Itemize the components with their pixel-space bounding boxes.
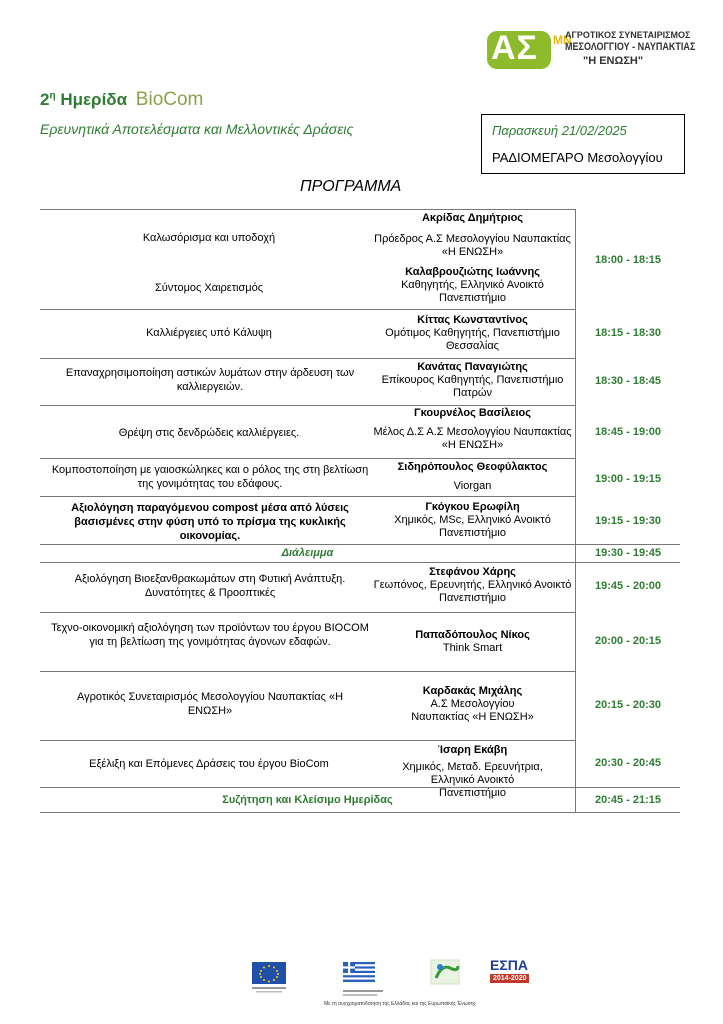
activity-title: Καλλιέργειες υπό Κάλυψη (146, 327, 272, 339)
speaker-role: Μέλος Δ.Σ Α.Σ Μεσολογγίου Ναυπακτίας «Η ΕΝΩΣΗ» (373, 426, 572, 451)
speaker-name: Γκουρνέλος Βασίλειος (414, 407, 531, 419)
speaker-info (370, 501, 575, 540)
cofunding-note: Με τη συγχρηματοδότηση της Ελλάδας και της Ευρωπαϊκής Ένωσης (324, 1001, 476, 1007)
speaker-role: Χημικός, Μεταδ. Ερευνήτρια, Ελληνικό Ανοικτό Πανεπιστήμιο (402, 761, 543, 799)
speaker-info (370, 461, 575, 493)
table-row (40, 497, 575, 544)
speaker-name: Γκόγκου Ερωφίλη (425, 501, 520, 513)
table-row (40, 741, 575, 799)
speaker-role: Α.Σ Μεσολογγίου Ναυπακτίας «Η ΕΝΩΣΗ» (411, 698, 534, 723)
activity-title: Τεχνο-οικονομική αξιολόγηση των προϊόντων του έργου BIOCOM για τη βελτίωση της γονιμότητας άγονων εδαφών. (51, 622, 369, 648)
speaker-info (370, 629, 575, 655)
date-venue-box (481, 114, 685, 174)
speaker-name: Παπαδόπουλος Νίκος (415, 629, 530, 641)
speaker-name: Σιδηρόπουλος Θεοφύλακτος (397, 461, 548, 473)
activity-title: Αγροτικός Συνεταιρισμός Μεσολογγίου Ναυπακτίας «Η ΕΝΩΣΗ» (76, 691, 344, 717)
table-row (40, 613, 575, 671)
logo-line-2: ΜΕΣΟΛΟΓΓΙΟΥ - ΝΑΥΠΑΚΤΙΑΣ (565, 41, 696, 53)
time-slot: 19:15 - 19:30 (594, 515, 662, 527)
time-slot: 20:45 - 21:15 (594, 794, 662, 806)
event-venue: ΡΑΔΙΟΜΕΓΑΡΟ Μεσολογγίου (492, 150, 663, 165)
activity-title: Αξιολόγηση παραγόμενου compost μέσα από λύσεις βασισμένες στην φύση υπό το πρίσμα της κυκλικής οικονομίας. (71, 502, 349, 542)
activity-title: Επαναχρησιμοποίηση αστικών λυμάτων στην άρδευση των καλλιεργειών. (65, 367, 355, 393)
time-slot: 20:15 - 20:30 (594, 699, 662, 711)
time-slot: 18:15 - 18:30 (594, 327, 662, 339)
cooperative-logo (487, 29, 696, 70)
table-row (40, 459, 575, 496)
speaker-info (370, 685, 575, 724)
speaker-role: Ομότιμος Καθηγητής, Πανεπιστήμιο Θεσσαλίας (385, 327, 560, 352)
time-slot: 20:30 - 20:45 (594, 757, 662, 769)
speaker-info (370, 361, 575, 400)
speaker-role: Καθηγητής, Ελληνικό Ανοικτό Πανεπιστήμιο (401, 279, 544, 304)
table-row (40, 406, 575, 458)
activity-title: Θρέψη στις δενδρώδεις καλλιέργειες. (118, 427, 300, 439)
break-label: Διάλειμμα (281, 547, 334, 559)
speaker-name: Ίσαρη Εκάβη (437, 744, 508, 756)
speaker-info (370, 266, 575, 305)
time-slot: 19:45 - 20:00 (594, 580, 662, 592)
speaker-info (370, 212, 575, 259)
biocom-logo: BioCom (135, 89, 204, 110)
table-divider (40, 812, 680, 813)
activity-title: Εξέλιξη και Επόμενες Δράσεις του έργου BioCom (89, 758, 329, 770)
time-slot: 18:00 - 18:15 (594, 254, 662, 266)
espa-logo: ΕΣΠΑ 2014-2020 (490, 957, 528, 982)
speaker-role: Think Smart (442, 642, 503, 654)
speaker-name: Στεφάνου Χάρης (429, 566, 516, 578)
speaker-info (370, 744, 575, 800)
logo-letters: ΑΣ (491, 29, 538, 67)
speaker-role: Πρόεδρος Α.Σ Μεσολογγίου Ναυπακτίας «Η ΕΝΩΣΗ» (374, 233, 571, 258)
activity-title: Σύντομος Χαιρετισμός (154, 282, 264, 294)
speaker-name: Κίττας Κωνσταντίνος (417, 314, 528, 326)
time-slot: 18:30 - 18:45 (594, 375, 662, 387)
time-slot: 20:00 - 20:15 (594, 635, 662, 647)
speaker-info (370, 314, 575, 353)
table-row (40, 310, 575, 358)
speaker-name: Καρδακάς Μιχάλης (422, 685, 523, 697)
speaker-info (370, 407, 575, 452)
activity-title: Αξιολόγηση Βιοεξανθρακωμάτων στη Φυτική Ανάπτυξη. Δυνατότητες & Προοπτικές (74, 573, 346, 599)
logo-side-letters: ΜΝ (553, 33, 572, 47)
region-logo-icon (430, 958, 462, 993)
table-row (40, 210, 575, 260)
speaker-role: Χημικός, MSc, Ελληνικό Ανοικτό Πανεπιστήμιο (394, 514, 551, 539)
table-column-divider (575, 209, 576, 812)
speaker-info (370, 566, 575, 605)
table-divider (40, 544, 680, 545)
speaker-name: Κανάτας Παναγιώτης (417, 361, 528, 373)
time-slot: 19:30 - 19:45 (594, 547, 662, 559)
activity-title: Καλωσόρισμα και υποδοχή (142, 232, 276, 244)
time-slot: 18:45 - 19:00 (594, 426, 662, 438)
speaker-name: Καλαβρουζιώτης Ιωάννης (405, 266, 540, 278)
event-subtitle: Ερευνητικά Αποτελέσματα και Μελλοντικές Δράσεις (40, 121, 354, 137)
speaker-role: Γεωπόνος, Ερευνητής, Ελληνικό Ανοικτό Πανεπιστήμιο (373, 579, 572, 604)
table-row (40, 563, 575, 612)
activity-title: Κομποστοποίηση με γαιοσκώληκες και ο ρόλος της στη βελτίωση της γονιμότητας του εδάφους. (51, 464, 369, 490)
logo-line-3: "Η ΕΝΩΣΗ" (583, 55, 644, 67)
event-title: $2^\eta$ Ημερίδα BioCom (40, 89, 204, 110)
table-row (40, 264, 575, 309)
greek-flag-icon (343, 962, 383, 996)
table-divider (40, 787, 680, 788)
event-date: Παρασκευή 21/02/2025 (492, 123, 627, 138)
table-row (40, 672, 575, 740)
speaker-role: Viorgan (453, 480, 492, 492)
logo-line-1: ΑΓΡΟΤΙΚΟΣ ΣΥΝΕΤΑΙΡΙΣΜΟΣ (565, 30, 691, 40)
table-row (40, 359, 575, 405)
time-slot: 19:00 - 19:15 (594, 473, 662, 485)
program-heading: ΠΡΟΓΡΑΜΜΑ (300, 178, 402, 195)
speaker-role: Επίκουρος Καθηγητής, Πανεπιστήμιο Πατρών (381, 374, 564, 399)
closing-label: Συζήτηση και Κλείσιμο Ημερίδας (222, 794, 393, 806)
speaker-name: Ακρίδας Δημήτριος (421, 212, 524, 224)
